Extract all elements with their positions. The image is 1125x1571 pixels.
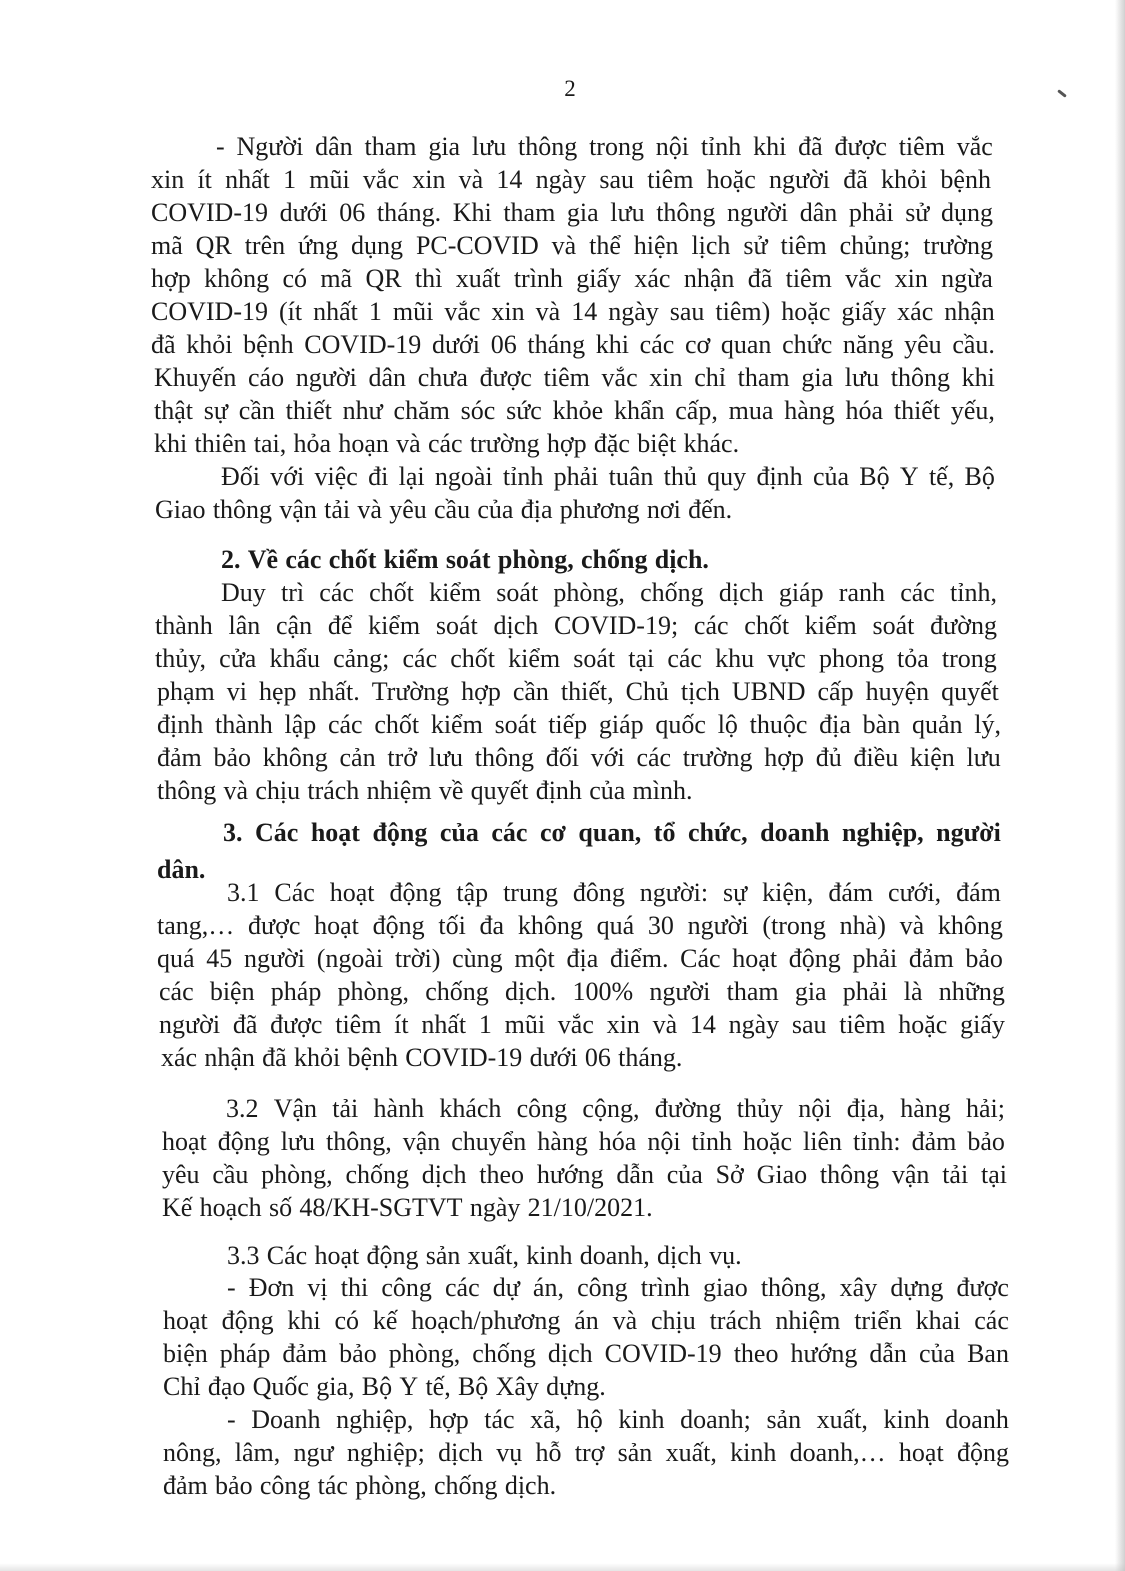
paragraph-line: 3.3 Các hoạt động sản xuất, kinh doanh, dịch vụ. — [227, 1241, 742, 1270]
paragraph-line: quá 45 người (ngoài trời) cùng một địa điểm. Các hoạt động phải đảm bảo — [157, 944, 1003, 973]
paragraph-line: phạm vi hẹp nhất. Trường hợp cần thiết, Chủ tịch UBND cấp huyện quyết — [157, 677, 999, 706]
paragraph-line: Khuyến cáo người dân chưa được tiêm vắc xin chỉ tham gia lưu thông khi — [154, 363, 995, 392]
paragraph-line: yêu cầu phòng, chống dịch theo hướng dẫn của Sở Giao thông vận tải tại — [162, 1160, 1007, 1189]
paragraph-line: định thành lập các chốt kiểm soát tiếp giáp quốc lộ thuộc địa bàn quản lý, — [157, 710, 1001, 739]
paragraph-line: khi thiên tai, hỏa hoạn và các trường hợp đặc biệt khác. — [154, 429, 740, 458]
paragraph-line: Giao thông vận tải và yêu cầu của địa phương nơi đến. — [155, 495, 733, 524]
paragraph-line: mã QR trên ứng dụng PC-COVID và thể hiện lịch sử tiêm chủng; trường — [151, 231, 993, 260]
paragraph-line: thông và chịu trách nhiệm về quyết định của mình. — [157, 776, 693, 805]
paragraph-line: hoạt động lưu thông, vận chuyển hàng hóa nội tỉnh hoặc liên tỉnh: đảm bảo — [162, 1127, 1005, 1156]
section-heading-line: dân. — [157, 855, 206, 884]
paragraph-line: COVID-19 (ít nhất 1 mũi vắc xin và 14 ngày sau tiêm) hoặc giấy xác nhận — [151, 297, 995, 326]
section-heading-line: 3. Các hoạt động của các cơ quan, tổ chức, doanh nghiệp, người — [223, 818, 1001, 847]
paragraph-line: các biện pháp phòng, chống dịch. 100% người tham gia phải là những — [159, 977, 1005, 1006]
paragraph-line: Đối với việc đi lại ngoài tỉnh phải tuân thủ quy định của Bộ Y tế, Bộ — [221, 462, 995, 491]
paragraph-line: biện pháp đảm bảo phòng, chống dịch COVID-19 theo hướng dẫn của Ban — [163, 1339, 1009, 1368]
paragraph-line: 3.1 Các hoạt động tập trung đông người: sự kiện, đám cưới, đám — [227, 878, 1001, 907]
paragraph-line: - Người dân tham gia lưu thông trong nội tỉnh khi đã được tiêm vắc — [216, 132, 993, 161]
paragraph-line: 3.2 Vận tải hành khách công cộng, đường thủy nội địa, hàng hải; — [226, 1094, 1005, 1123]
paragraph-line: Chỉ đạo Quốc gia, Bộ Y tế, Bộ Xây dựng. — [163, 1372, 606, 1401]
paragraph-line: Duy trì các chốt kiểm soát phòng, chống dịch giáp ranh các tỉnh, — [221, 578, 997, 607]
paragraph-line: Kế hoạch số 48/KH-SGTVT ngày 21/10/2021. — [162, 1193, 653, 1222]
paragraph-line: thủy, cửa khẩu cảng; các chốt kiểm soát tại các khu vực phong tỏa trong — [155, 644, 997, 673]
paragraph-line: xin ít nhất 1 mũi vắc xin và 14 ngày sau tiêm hoặc người đã khỏi bệnh — [151, 165, 991, 194]
paragraph-line: tang,… được hoạt động tối đa không quá 30 người (trong nhà) và không — [157, 911, 1003, 940]
paragraph-line: hợp không có mã QR thì xuất trình giấy xác nhận đã tiêm vắc xin ngừa — [151, 264, 993, 293]
page-edge-shadow — [1115, 0, 1125, 1571]
paragraph-line: đảm bảo không cản trở lưu thông đối với các trường hợp đủ điều kiện lưu — [157, 743, 1001, 772]
paragraph-line: đã khỏi bệnh COVID-19 dưới 06 tháng khi các cơ quan chức năng yêu cầu. — [151, 330, 995, 359]
paragraph-line: hoạt động khi có kế hoạch/phương án và chịu trách nhiệm triển khai các — [163, 1306, 1009, 1335]
paragraph-line: nông, lâm, ngư nghiệp; dịch vụ hỗ trợ sản xuất, kinh doanh,… hoạt động — [163, 1438, 1009, 1467]
paragraph-line: - Doanh nghiệp, hợp tác xã, hộ kinh doanh; sản xuất, kinh doanh — [227, 1405, 1009, 1434]
paragraph-line: đảm bảo công tác phòng, chống dịch. — [163, 1471, 557, 1500]
paragraph-line: thành lân cận để kiểm soát dịch COVID-19; các chốt kiểm soát đường — [155, 611, 997, 640]
section-heading-line: 2. Về các chốt kiểm soát phòng, chống dịch. — [221, 545, 709, 574]
paragraph-line: COVID-19 dưới 06 tháng. Khi tham gia lưu thông người dân phải sử dụng — [151, 198, 993, 227]
paragraph-line: người đã được tiêm ít nhất 1 mũi vắc xin và 14 ngày sau tiêm hoặc giấy — [159, 1010, 1005, 1039]
paragraph-line: xác nhận đã khỏi bệnh COVID-19 dưới 06 tháng. — [161, 1043, 683, 1072]
paragraph-line: thật sự cần thiết như chăm sóc sức khỏe khẩn cấp, mua hàng hóa thiết yếu, — [154, 396, 995, 425]
paragraph-line: - Đơn vị thi công các dự án, công trình giao thông, xây dựng được — [227, 1273, 1009, 1302]
page-number: 2 — [564, 76, 576, 101]
page-bottom-shadow — [0, 1563, 1125, 1571]
